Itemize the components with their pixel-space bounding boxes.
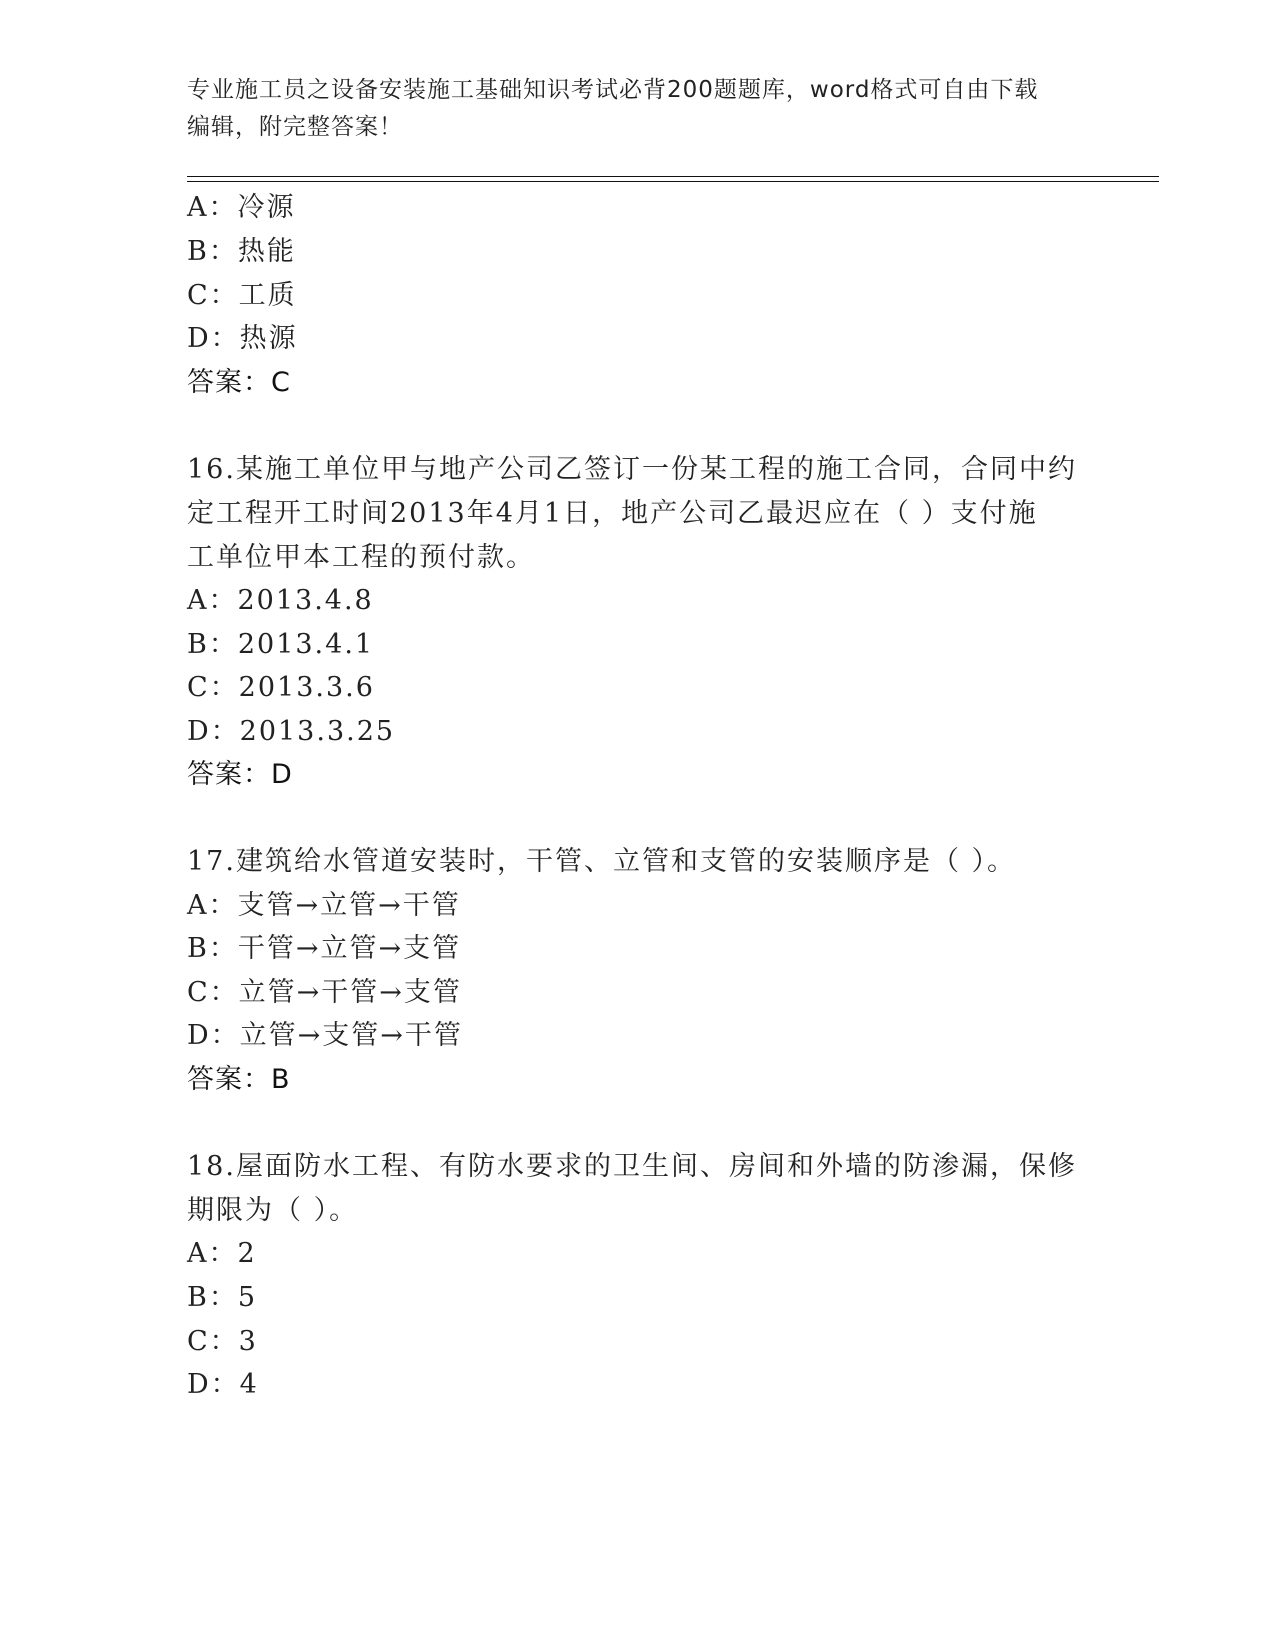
q18-text-line-2: 期限为（ ）。: [187, 1195, 359, 1226]
q17-text-line-1: 17.建筑给水管道安装时，干管、立管和支管的安装顺序是（ ）。: [187, 846, 1017, 877]
header-line-1: 专业施工员之设备安装施工基础知识考试必背200题题库，word格式可自由下载: [187, 77, 1039, 103]
q18-option-d: D：4: [187, 1369, 259, 1400]
q15-option-d: D：热源: [187, 323, 298, 354]
q17-option-a: A：支管→立管→干管: [187, 890, 461, 921]
q17-answer: 答案：B: [187, 1064, 291, 1095]
q15-option-a: A：冷源: [187, 192, 296, 223]
header-divider-top: [187, 176, 1159, 177]
document-header: [187, 72, 1067, 146]
q17-option-c: C：立管→干管→支管: [187, 977, 462, 1008]
q18-text-line-1: 18.屋面防水工程、有防水要求的卫生间、房间和外墙的防渗漏，保修: [187, 1151, 1077, 1182]
q18-option-b: B：5: [187, 1282, 258, 1313]
q18-option-c: C：3: [187, 1326, 258, 1357]
q16-answer: 答案：D: [187, 759, 293, 790]
q18-option-a: A：2: [187, 1238, 257, 1269]
q16-option-c: C：2013.3.6: [187, 672, 375, 703]
q16-text-line-2: 定工程开工时间2013年4月1日，地产公司乙最迟应在（ ）支付施: [187, 498, 1038, 529]
q16-option-d: D：2013.3.25: [187, 716, 396, 747]
q16-text-line-3: 工单位甲本工程的预付款。: [187, 542, 535, 573]
q16-option-b: B：2013.4.1: [187, 629, 375, 660]
q17-option-d: D：立管→支管→干管: [187, 1020, 463, 1051]
q17-option-b: B：干管→立管→支管: [187, 933, 462, 964]
header-line-2: 编辑，附完整答案！: [187, 114, 403, 140]
q15-option-c: C：工质: [187, 280, 297, 311]
q15-answer: 答案：C: [187, 367, 291, 398]
q16-option-a: A：2013.4.8: [187, 585, 374, 616]
q15-option-b: B：热能: [187, 236, 296, 267]
header-divider-bottom: [187, 181, 1159, 182]
q16-text-line-1: 16.某施工单位甲与地产公司乙签订一份某工程的施工合同，合同中约: [187, 454, 1077, 485]
